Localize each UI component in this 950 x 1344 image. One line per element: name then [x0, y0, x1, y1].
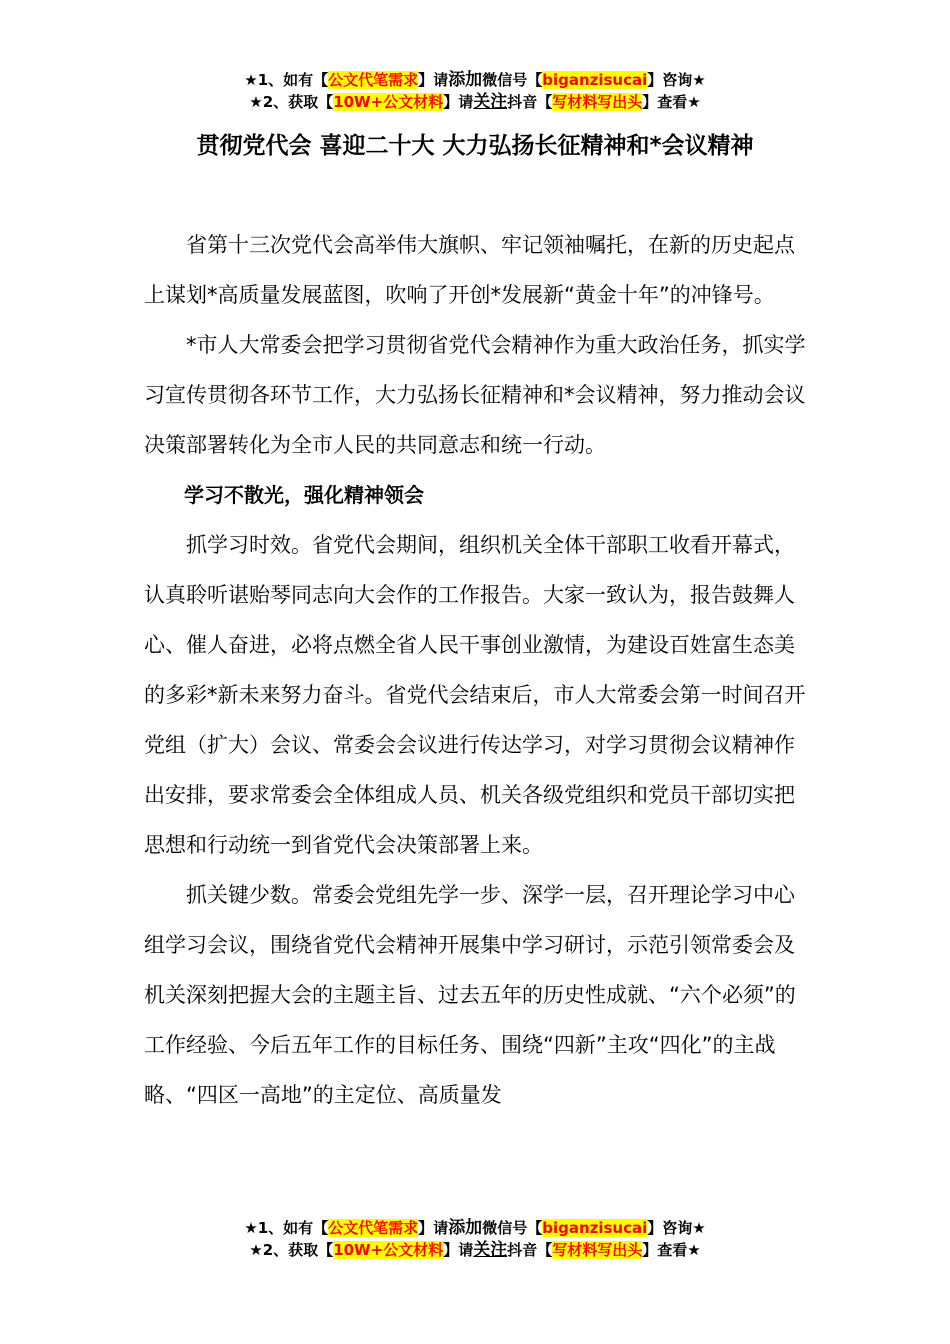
promo-wechat-id: biganzisucai: [542, 71, 648, 89]
promo-emphasis: 添加: [448, 70, 483, 90]
promo-emphasis: 关注: [473, 1240, 508, 1260]
section-heading: 学习不散光，强化精神领会: [184, 483, 424, 507]
promo-douyin-id: 写材料写出头: [552, 93, 643, 111]
promo-text: ★1、如有【: [244, 71, 329, 89]
promo-text: 】请: [418, 1219, 449, 1237]
paragraph: 抓关键少数。常委会党组先学一步、深学一层，召开理论学习中心组学习会议，围绕省党代会精神开展集中学习研讨，示范引领常委会及机关深刻把握大会的主题主旨、过去五年的历史性成就、“六个必须”的工作经验、今后五年工作的目标任务、围绕“四新”主攻“四化”的主战略、“四区一高地”的主定位、高质量发: [144, 883, 796, 1107]
promo-text: 】请: [443, 93, 474, 111]
promo-text: 】查看★: [642, 93, 701, 111]
promo-line-1: [0, 69, 950, 91]
promo-text: 微信号【: [482, 1219, 543, 1237]
promo-text: 抖音【: [507, 1241, 553, 1259]
promo-line-2: [0, 1239, 950, 1261]
promo-text: 】请: [443, 1241, 474, 1259]
header-promo-banner: [0, 69, 950, 113]
promo-text: 】请: [418, 71, 449, 89]
promo-highlight: 10W+公文材料: [333, 93, 444, 111]
promo-text: 抖音【: [507, 93, 553, 111]
paragraph: 抓学习时效。省党代会期间，组织机关全体干部职工收看开幕式，认真聆听谌贻琴同志向大会作的工作报告。大家一致认为，报告鼓舞人心、催人奋进，必将点燃全省人民干事创业激情，为建设百姓富生态美的多彩*新未来努力奋斗。省党代会结束后，市人大常委会第一时间召开党组（扩大）会议、常委会会议进行传达学习，对学习贯彻会议精神作出安排，要求常委会全体组成人员、机关各级党组织和党员干部切实把思想和行动统一到省党代会决策部署上来。: [144, 533, 806, 857]
promo-text: ★1、如有【: [244, 1219, 329, 1237]
promo-douyin-id: 写材料写出头: [552, 1241, 643, 1259]
promo-line-2: [0, 91, 950, 113]
promo-text: 】查看★: [642, 1241, 701, 1259]
document-body: [144, 220, 808, 1120]
promo-text: 】咨询★: [647, 1219, 706, 1237]
promo-text: ★2、获取【: [249, 93, 334, 111]
footer-promo-banner: [0, 1217, 950, 1261]
paragraph: 省第十三次党代会高举伟大旗帜、牢记领袖嘱托，在新的历史起点上谋划*高质量发展蓝图，吹响了开创*发展新“黄金十年”的冲锋号。: [144, 233, 795, 307]
document-title: 贯彻党代会 喜迎二十大 大力弘扬长征精神和*会议精神: [196, 133, 754, 159]
promo-text: ★2、获取【: [249, 1241, 334, 1259]
promo-wechat-id: biganzisucai: [542, 1219, 648, 1237]
promo-highlight: 公文代笔需求: [328, 1219, 419, 1237]
promo-text: 】咨询★: [647, 71, 706, 89]
promo-text: 微信号【: [482, 71, 543, 89]
promo-emphasis: 关注: [473, 92, 508, 112]
promo-emphasis: 添加: [448, 1218, 483, 1238]
promo-line-1: [0, 1217, 950, 1239]
promo-highlight: 公文代笔需求: [328, 71, 419, 89]
promo-highlight: 10W+公文材料: [333, 1241, 444, 1259]
paragraph: *市人大常委会把学习贯彻省党代会精神作为重大政治任务，抓实学习宣传贯彻各环节工作，大力弘扬长征精神和*会议精神，努力推动会议决策部署转化为全市人民的共同意志和统一行动。: [144, 333, 806, 457]
